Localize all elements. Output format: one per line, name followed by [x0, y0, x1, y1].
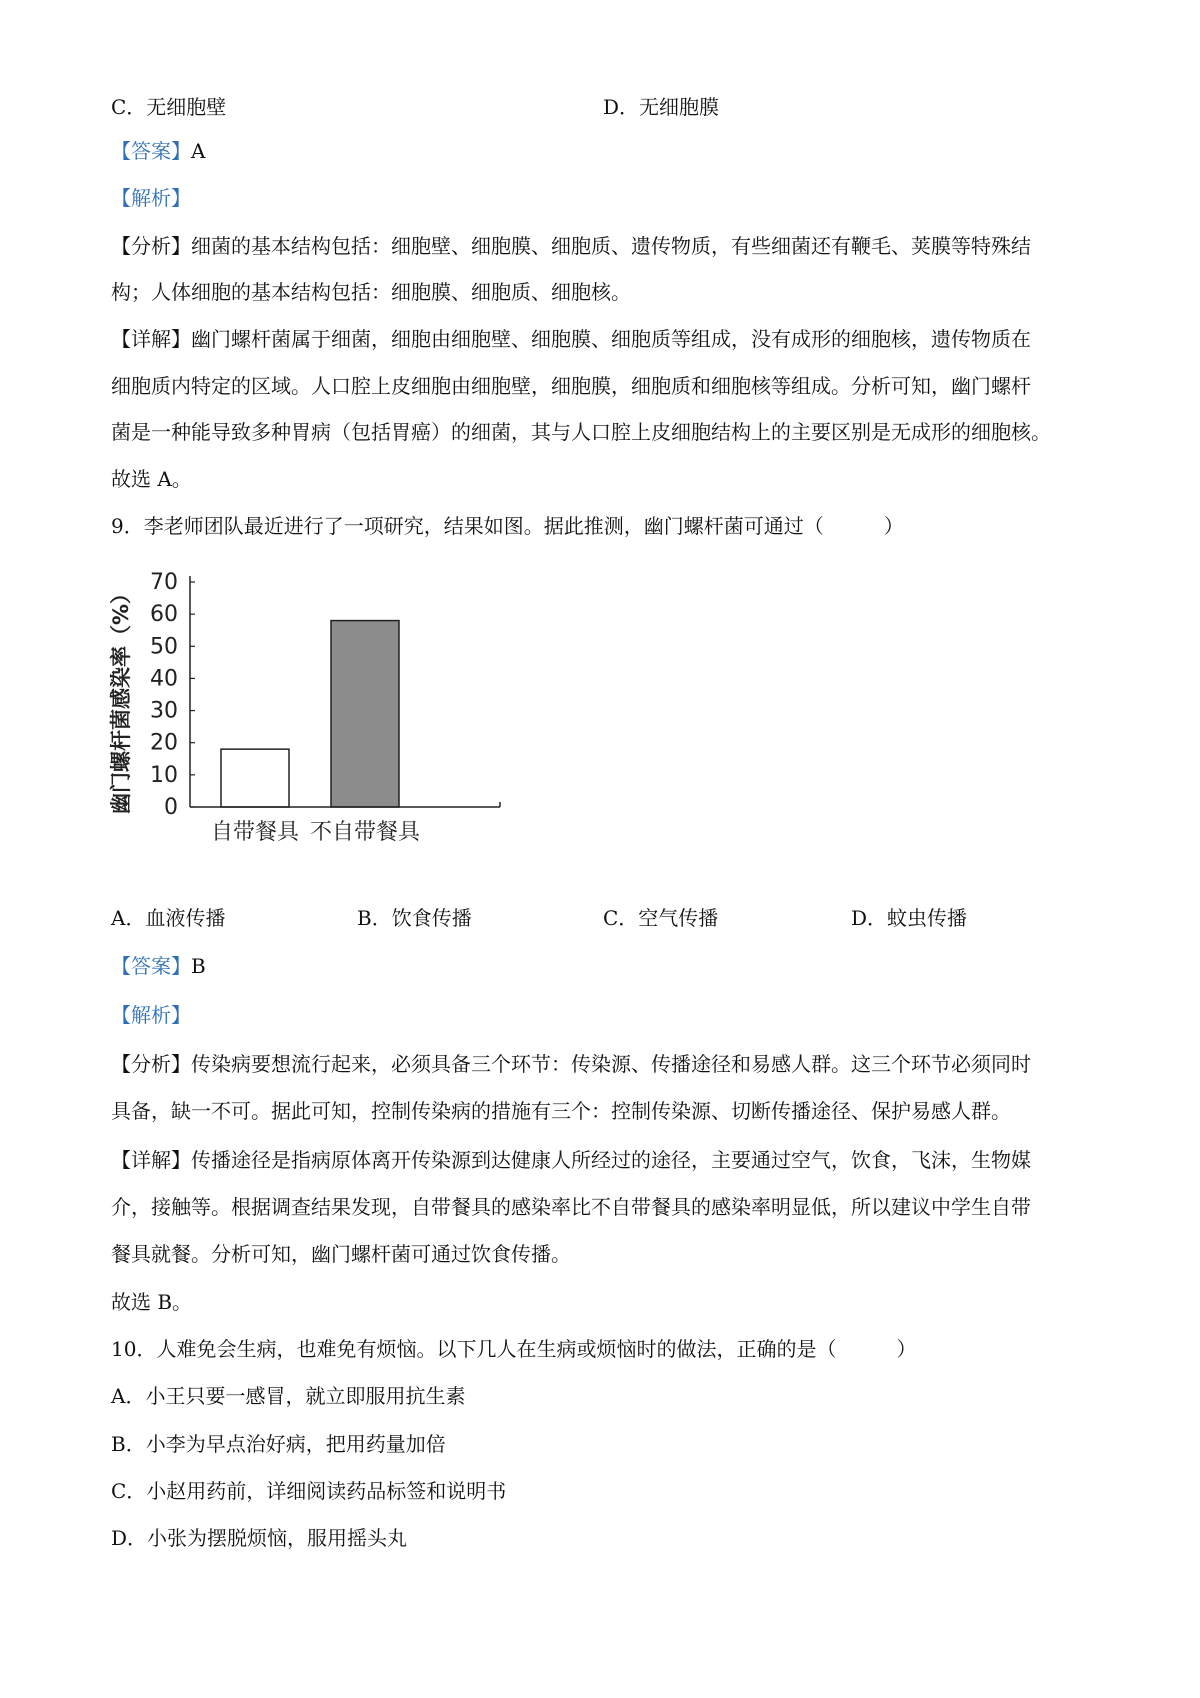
option-c: C．无细胞壁	[111, 95, 227, 119]
xiangjie-line-3: 菌是一种能导致多种胃病（包括胃癌）的细菌，其与人口腔上皮细胞结构上的主要区别是无成形的细胞核。	[111, 420, 1051, 444]
bar	[331, 621, 399, 807]
q9-xiangjie-text: 传播途径是指病原体离开传染源到达健康人所经过的途径，主要通过空气，饮食，飞沫，生物媒	[191, 1148, 1031, 1172]
y-axis-title: 幽门螺杆菌感染率（%）	[109, 582, 133, 815]
fenxi-line-2: 构；人体细胞的基本结构包括：细胞膜、细胞质、细胞核。	[111, 280, 631, 304]
y-tick-label: 70	[150, 570, 178, 595]
y-tick-label: 30	[150, 698, 178, 724]
answer-value: A	[191, 139, 206, 163]
xiangjie-tag: 【详解】	[111, 327, 191, 351]
question-10-stem: 10．人难免会生病，也难免有烦恼。以下几人在生病或烦恼时的做法，正确的是（ ）	[111, 1337, 917, 1361]
fenxi-text: 细菌的基本结构包括：细胞壁、细胞膜、细胞质、遗传物质，有些细菌还有鞭毛、荚膜等特殊结	[191, 234, 1031, 258]
x-category-labels	[211, 820, 421, 845]
q9-option-a: A．血液传播	[111, 906, 226, 930]
q9-option-c: C．空气传播	[603, 906, 719, 930]
q9-option-d: D．蚊虫传播	[851, 906, 968, 930]
answer-line	[111, 137, 205, 165]
y-tick-label: 50	[150, 634, 178, 660]
y-tick-label: 40	[150, 666, 178, 692]
q9-fenxi-line-1	[111, 1050, 1031, 1078]
xiangjie-line-1	[111, 325, 1031, 353]
x-category-label: 自带餐具	[210, 820, 300, 845]
q9-xiangjie-line-1	[111, 1146, 1031, 1174]
y-tick-label: 10	[150, 762, 178, 788]
q9-xiangjie-line-3: 餐具就餐。分析可知，幽门螺杆菌可通过饮食传播。	[111, 1242, 571, 1266]
q9-fenxi-line-2: 具备，缺一不可。据此可知，控制传染病的措施有三个：控制传染源、切断传播途径、保护易感人群。	[111, 1099, 1011, 1123]
xiangjie-line-2: 细胞质内特定的区域。人口腔上皮细胞由细胞壁，细胞膜，细胞质和细胞核等组成。分析可知，幽门螺杆	[111, 374, 1031, 398]
fenxi-line-1	[111, 232, 1031, 260]
y-axis-label	[109, 583, 133, 814]
y-tick-label: 20	[150, 730, 178, 756]
q9-fenxi-text: 传染病要想流行起来，必须具备三个环节：传染源、传播途径和易感人群。这三个环节必须同时	[191, 1052, 1031, 1076]
bars	[221, 621, 399, 807]
xiangjie-text: 幽门螺杆菌属于细菌，细胞由细胞壁、细胞膜、细胞质等组成，没有成形的细胞核，遗传物质在	[191, 327, 1031, 351]
q9-answer-line	[111, 952, 206, 980]
q10-option-d: D．小张为摆脱烦恼，服用摇头丸	[111, 1526, 408, 1550]
q10-option-c: C．小赵用药前，详细阅读药品标签和说明书	[111, 1479, 507, 1503]
q9-option-b: B．饮食传播	[357, 906, 472, 930]
question-9-stem: 9．李老师团队最近进行了一项研究，结果如图。据此推测，幽门螺杆菌可通过（ ）	[111, 514, 904, 538]
analysis-tag: 【解析】	[111, 186, 191, 210]
option-d: D．无细胞膜	[603, 95, 720, 119]
q9-xiangjie-line-2: 介，接触等。根据调查结果发现，自带餐具的感染率比不自带餐具的感染率明显低，所以建议中学生自带	[111, 1195, 1031, 1219]
q9-answer-value: B	[191, 954, 206, 978]
q10-option-b: B．小李为早点治好病，把用药量加倍	[111, 1432, 446, 1456]
y-tick-label: 0	[164, 795, 178, 820]
answer-tag: 【答案】	[111, 139, 191, 163]
infection-rate-chart	[100, 560, 520, 860]
q9-xiangjie-tag: 【详解】	[111, 1148, 191, 1172]
x-category-label: 不自带餐具	[309, 820, 421, 845]
q9-xiangjie-line-4: 故选 B。	[111, 1290, 193, 1314]
fenxi-tag: 【分析】	[111, 234, 191, 258]
q9-fenxi-tag: 【分析】	[111, 1052, 191, 1076]
bar	[221, 749, 289, 807]
q10-option-a: A．小王只要一感冒，就立即服用抗生素	[111, 1384, 466, 1408]
y-tick-labels	[150, 570, 178, 820]
q9-analysis-tag: 【解析】	[111, 1003, 191, 1027]
xiangjie-line-4: 故选 A。	[111, 467, 192, 491]
y-tick-label: 60	[150, 602, 178, 628]
q9-answer-tag: 【答案】	[111, 954, 191, 978]
